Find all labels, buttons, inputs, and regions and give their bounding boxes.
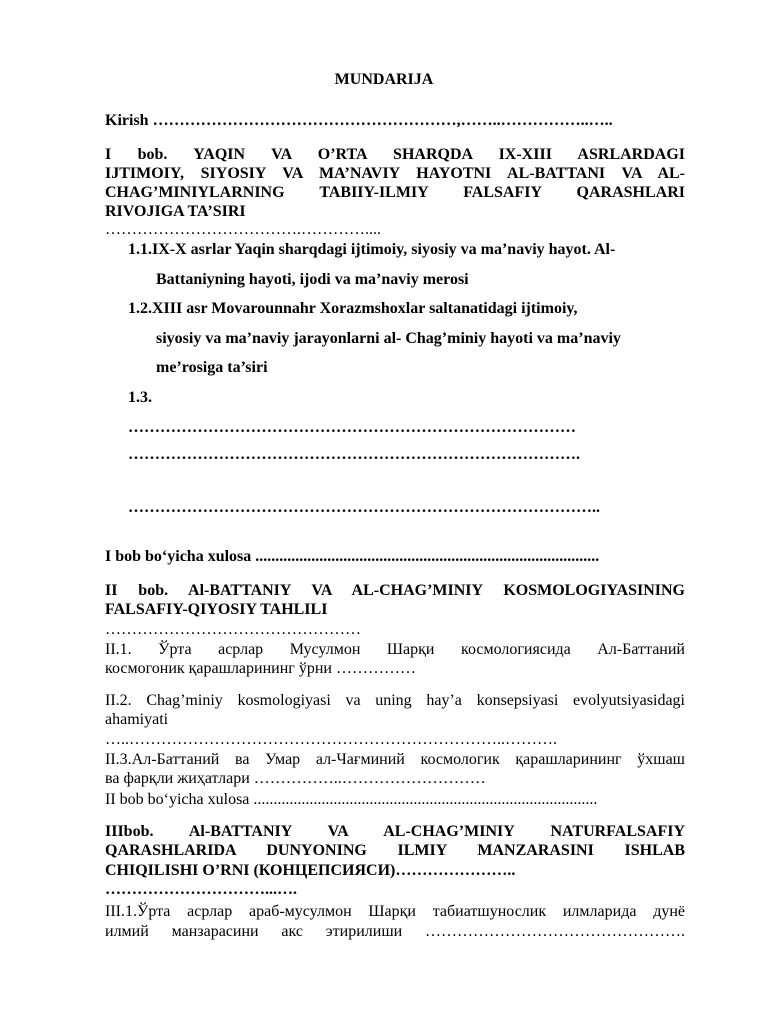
chapter1-heading-line: RIVOJIGA TA’SIRI — [105, 203, 246, 220]
dot-leader-line: …………………………………………………………………………. — [128, 446, 580, 463]
page-title: MUNDARIJA — [334, 71, 434, 88]
chapter3-heading-line: …………………………...…. — [105, 881, 297, 898]
chapter2-heading-line: II bob. Al-BATTANIY VA AL-CHAG’MINIY KOSMOLOGIYASINING — [105, 582, 685, 599]
chapter2-heading-line: FALSAFIY-QIYOSIY TAHLILI — [105, 601, 328, 618]
chapter1-heading-line: IJTIMOIY, SIYOSIY VA MA’NAVIY HAYOTNI AL-BATTANI VA AL- — [105, 165, 685, 182]
toc-item-2-2-line: II.2. Chag’miniy kosmologiyasi va uning hay’a konsepsiyasi evolyutsiyasidagi — [105, 692, 685, 709]
chapter3-heading-line: QARASHLARIDA DUNYONING ILMIY MANZARASINI ISHLAB — [105, 842, 685, 859]
dot-leader-line: …………………………………………………………………………….. — [128, 499, 600, 516]
dot-leader-line: ………………………………………………………………………… — [128, 419, 576, 436]
toc-item-2-1-line: II.1. Ўрта асрлар Мусулмон Шарқи космологиясида Ал-Баттаний — [105, 641, 685, 658]
toc-item-2-3-line: ва фарқли жиҳатлари ……………..……………………… — [105, 770, 486, 787]
toc-item-1-1-line: Battaniyning hayoti, ijodi va ma’naviy merosi — [156, 271, 469, 288]
chapter3-heading-line: IIIbob. Al-BATTANIY VA AL-CHAG’MINIY NATURFALSAFIY — [105, 823, 685, 840]
toc-item-2-2-line: ahamiyati — [105, 711, 169, 728]
toc-item-1-2-line: siyosiy va ma’naviy jarayonlarni al- Chag’miniy hayoti va ma’naviy — [156, 330, 621, 347]
toc-item-1-2-line: 1.2.XIII asr Movarounnahr Xorazmshoxlar saltanatidagi ijtimoiy, — [128, 300, 578, 317]
chapter1-dots: ……………………………….………….... — [105, 221, 381, 238]
toc-item-1-2-line: me’rosiga ta’siri — [156, 359, 268, 376]
toc-item-1-1-line: 1.1.IX-X asrlar Yaqin sharqdagi ijtimoiy, siyosiy va ma’naviy hayot. Al- — [128, 241, 616, 258]
toc-item-2-1-line: космогоник қарашларининг ўрни …………… — [105, 660, 416, 677]
chapter2-conclusion: II bob bo‘yicha xulosa ...................................................................................... — [105, 791, 598, 808]
chapter1-heading-line: CHAG’MINIYLARNING TABIIY-ILMIY FALSAFIY QARASHLARI — [105, 184, 685, 201]
toc-item-1-3: 1.3. — [128, 389, 152, 406]
toc-item-2-2-line: …..……………………………………………………………..………. — [105, 731, 557, 748]
chapter1-heading-line: I bob. YAQIN VA O’RTA SHARQDA IX-XIII ASRLARDAGI — [105, 146, 685, 163]
toc-entry-kirish: Kirish …………………………………………………,……..……………..….. — [105, 112, 613, 129]
chapter1-conclusion: I bob bo‘yicha xulosa ...................................................................................... — [105, 548, 600, 565]
chapter2-dots: ………………………………………… — [105, 621, 361, 638]
toc-item-3-1-line: III.1.Ўрта асрлар араб-мусулмон Шарқи табиатшунослик илмларида дунё — [105, 903, 685, 920]
toc-item-3-1-line: илмий манзарасини акс этирилиши …………………………………………. — [105, 923, 685, 940]
chapter3-heading-line: CHIQILISHI O’RNI (КОНЦЕПСИЯСИ)………………….. — [105, 862, 516, 879]
toc-item-2-3-line: II.3.Ал-Баттаний ва Умар ал-Чағминий космологик қарашларининг ўхшаш — [105, 751, 685, 768]
